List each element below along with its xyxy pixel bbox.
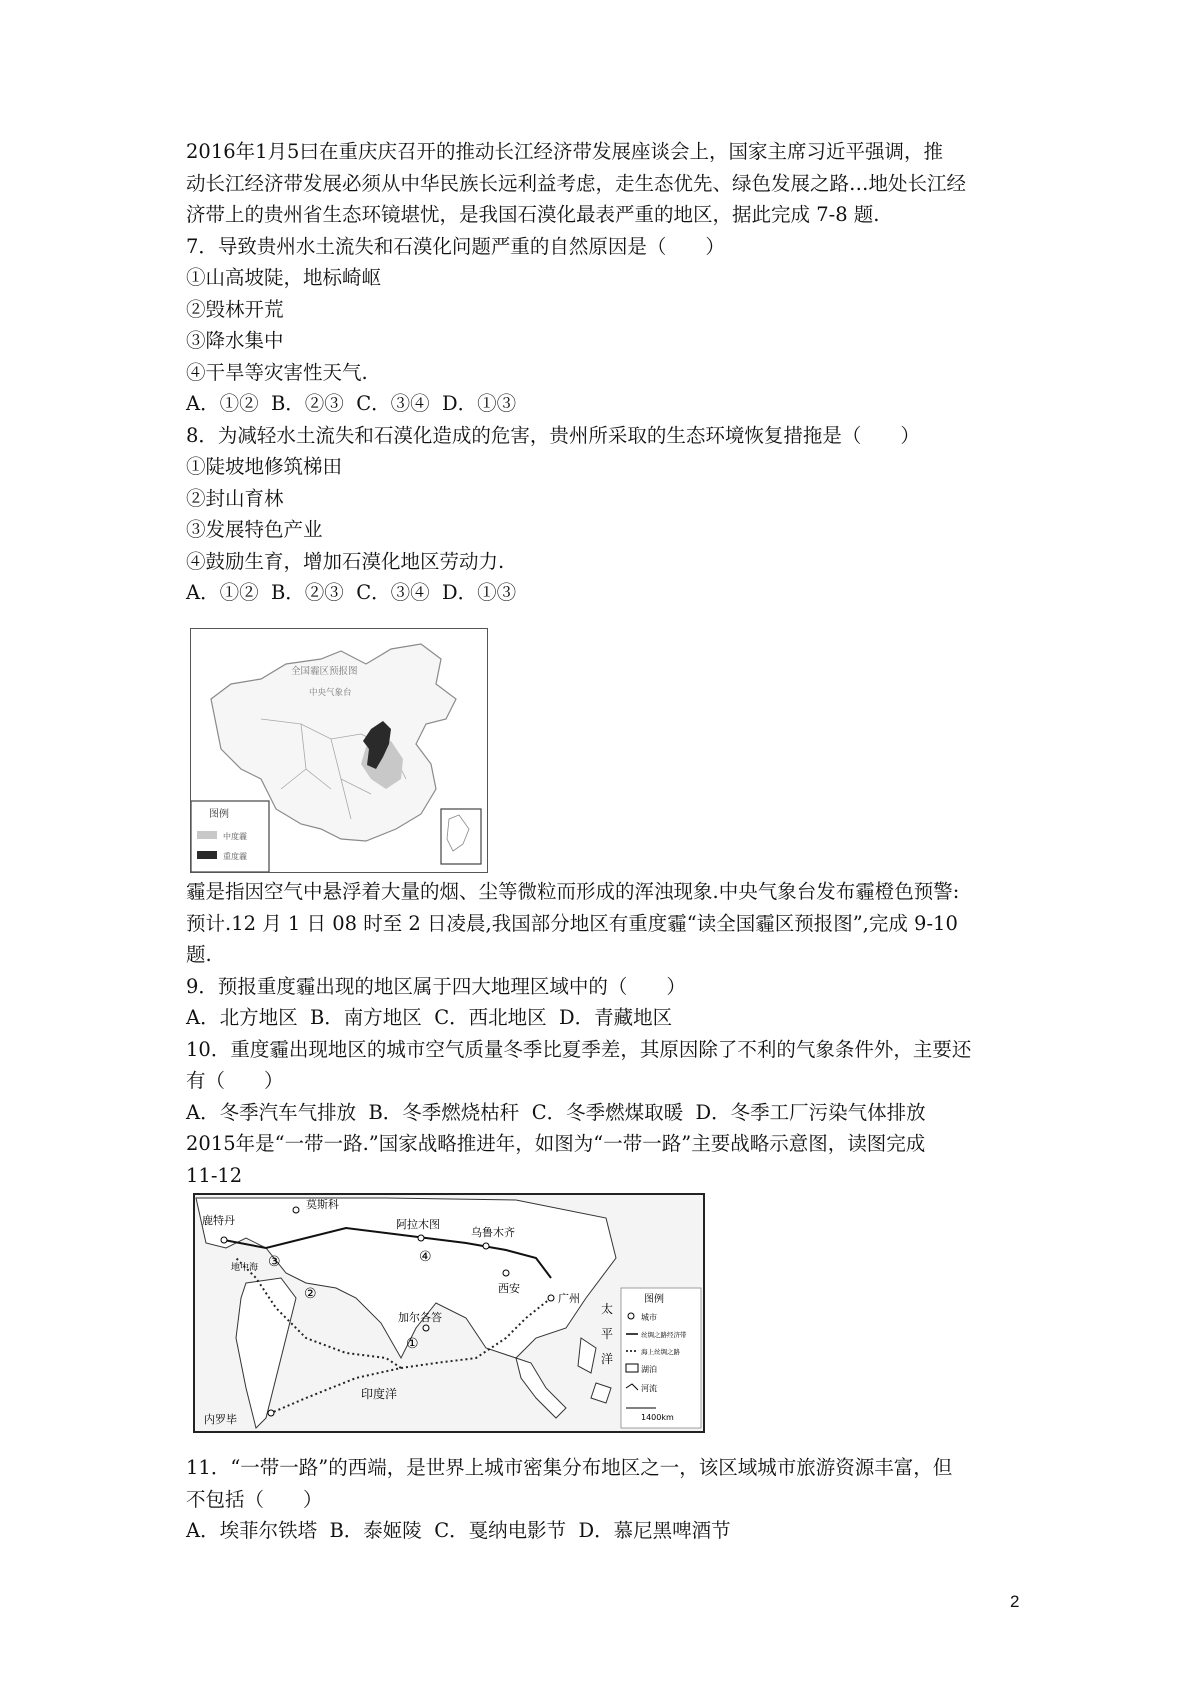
question-10-stem: 10．重度霾出现地区的城市空气质量冬季比夏季差，其原因除了不利的气象条件外，主要还 — [186, 1037, 972, 1061]
question-7-item: ②毁林开荒 — [186, 297, 284, 321]
place-label: 莫斯科 — [306, 1198, 339, 1211]
ocean-label: 平 — [601, 1327, 614, 1341]
marker-label: ④ — [419, 1249, 432, 1265]
haze-map-graphic — [191, 629, 487, 872]
text-block-2 — [186, 876, 1031, 1191]
question-8-stem: 8．为减轻水土流失和石漠化造成的危害，贵州所采取的生态环境恢复措拖是（ ） — [186, 423, 920, 447]
intro-line: 2016年1月5曰在重庆庆召开的推动长江经济带发展座谈会上，国家主席习近平强调，推 — [186, 140, 943, 163]
question-8-item: ①陡坡地修筑梯田 — [186, 455, 343, 478]
city-marker — [221, 1237, 227, 1243]
legend-label: 丝绸之路经济带 — [641, 1331, 687, 1339]
question-7-options: A．①② B．②③ C．③④ D．①③ — [186, 392, 517, 415]
place-label: 乌鲁木齐 — [471, 1226, 515, 1239]
place-label: 阿拉木图 — [396, 1218, 440, 1231]
place-label: 加尔各答 — [398, 1311, 442, 1324]
question-7-stem: 7．导致贵州水土流失和石漠化问题严重的自然原因是（ ） — [186, 234, 725, 258]
question-10-options: A．冬季汽车气排放 B．冬季燃烧枯秆 C．冬季燃煤取暖 D．冬季工厂污染气体排放 — [186, 1100, 926, 1124]
sea-label: 地中海 — [231, 1263, 259, 1273]
map-subtitle: 中央气象台 — [309, 688, 352, 698]
marker-label: ③ — [268, 1254, 281, 1270]
question-8-item: ③发展特色产业 — [186, 518, 323, 541]
legend-label-heavy: 重度霾 — [223, 852, 247, 861]
city-marker — [548, 1295, 554, 1301]
city-marker — [268, 1410, 274, 1416]
city-marker — [418, 1235, 424, 1241]
intro-line: 济带上的贵州省生态环镜堪忧，是我国石漠化最表严重的地区，据此完成 7-8 题. — [186, 203, 880, 226]
legend-swatch-heavy — [197, 851, 217, 859]
legend-label: 海上丝绸之路 — [641, 1348, 680, 1356]
ocean-label: 洋 — [601, 1352, 614, 1366]
question-8-options: A．①② B．②③ C．③④ D．①③ — [186, 581, 517, 604]
question-10-stem: 有（ ） — [186, 1069, 284, 1092]
legend-title: 图例 — [644, 1294, 664, 1305]
ocean-label: 太 — [601, 1302, 614, 1316]
text-block-3 — [186, 1452, 1031, 1547]
intro-line: 霾是指因空气中悬浮着大量的烟、尘等微粒而形成的浑浊现象.中央气象台发布霾橙色预警: — [186, 880, 960, 903]
question-11-stem: 不包括（ ） — [186, 1487, 323, 1511]
place-label: 内罗毕 — [204, 1413, 237, 1426]
legend-label: 城市 — [641, 1313, 657, 1322]
haze-forecast-map — [190, 628, 488, 873]
legend-swatch-moderate — [197, 831, 217, 839]
city-marker — [293, 1207, 299, 1213]
city-marker — [423, 1325, 429, 1331]
legend-title: 图例 — [209, 809, 229, 820]
intro-line: 预计.12 月 1 日 08 时至 2 日凌晨,我国部分地区有重度霾“读全国霾区预报图”,完成 9-10 — [186, 911, 958, 935]
place-label: 西安 — [498, 1282, 520, 1295]
marker-label: ② — [304, 1286, 317, 1302]
city-marker — [483, 1243, 489, 1249]
question-11-stem: 11．“一带一路”的西端，是世界上城市密集分布地区之一，该区域城市旅游资源丰富，但 — [186, 1456, 953, 1479]
question-11-options: A．埃菲尔铁塔 B．泰姬陵 C．戛纳电影节 D．慕尼黑啤酒节 — [186, 1519, 731, 1542]
belt-road-graphic — [186, 1188, 710, 1443]
question-7-item: ④干旱等灾害性天气. — [186, 360, 368, 384]
city-marker — [503, 1270, 509, 1276]
question-7-item: ③降水集中 — [186, 329, 284, 352]
place-label: 鹿特丹 — [202, 1214, 235, 1227]
marker-label: ① — [406, 1336, 419, 1352]
belt-and-road-map — [186, 1188, 710, 1443]
question-7-item: ①山高坡陡，地标崎岖 — [186, 266, 382, 289]
question-9-options: A．北方地区 B．南方地区 C．西北地区 D．青藏地区 — [186, 1006, 673, 1029]
intro-line: 题. — [186, 943, 212, 966]
question-9-stem: 9．预报重度霾出现的地区属于四大地理区域中的（ ） — [186, 974, 686, 998]
legend-box — [621, 1288, 701, 1428]
question-8-item: ④鼓励生育，增加石漠化地区劳动力. — [186, 549, 505, 573]
intro-line: 11-12 — [186, 1163, 243, 1187]
legend-label: 河流 — [641, 1384, 657, 1393]
place-label: 广州 — [558, 1292, 580, 1305]
map-title: 全国霾区预报图 — [291, 666, 358, 677]
page-number: 2 — [1010, 1592, 1020, 1611]
legend-label-moderate: 中度霾 — [223, 832, 247, 841]
legend-lake-icon — [626, 1364, 638, 1372]
legend-city-icon — [628, 1313, 634, 1319]
question-8-item: ②封山育林 — [186, 486, 284, 510]
intro-line: 2015年是“一带一路.”国家战略推进年，如图为“一带一路”主要战略示意图，读图完成 — [186, 1132, 926, 1155]
legend-label: 湖泊 — [641, 1365, 657, 1374]
intro-line: 动长江经济带发展必须从中华民族长远利益考虑，走生态优先、绿色发展之路…地处长江经 — [186, 171, 967, 195]
legend-label: 1400km — [641, 1413, 674, 1422]
ocean-label: 印度洋 — [361, 1387, 398, 1401]
text-block-1 — [186, 136, 1031, 609]
